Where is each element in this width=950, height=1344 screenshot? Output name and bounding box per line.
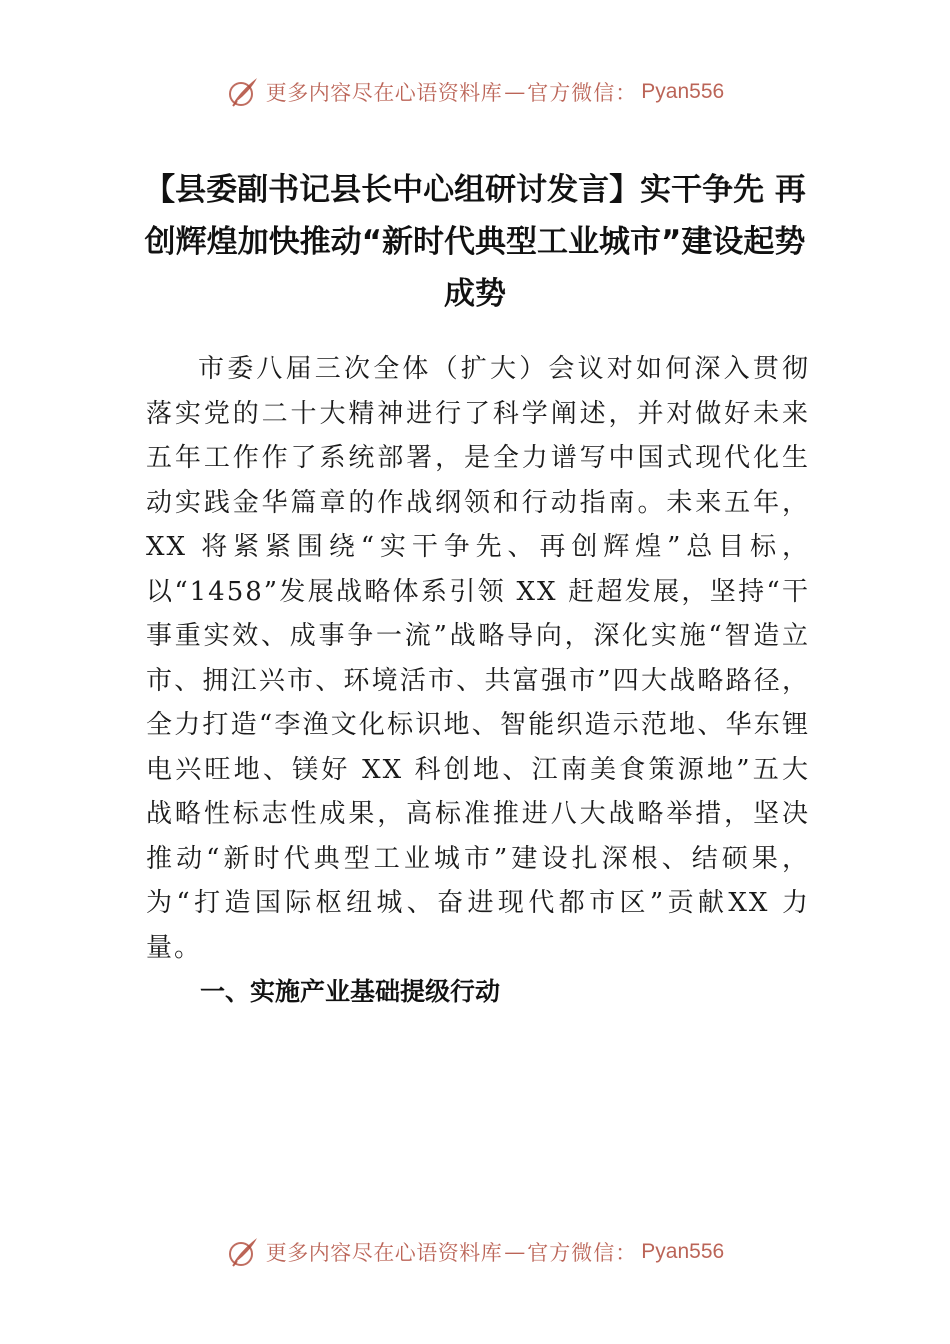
footer-watermark-banner <box>0 1232 950 1272</box>
quill-pen-logo-icon <box>226 1235 260 1269</box>
header-watermark-banner <box>0 72 950 112</box>
document-title: 【县委副书记县长中心组研讨发言】实干争先 再创辉煌加快推动“新时代典型工业城市”建设起势成势 <box>144 172 806 312</box>
section-heading: 一、实施产业基础提级行动 <box>200 977 501 1006</box>
body-paragraph: 市委八届三次全体（扩大）会议对如何深入贯彻落实党的二十大精神进行了科学阐述，并对做好未来五年工作作了系统部署，是全力谱写中国式现代化生动实践金华篇章的作战纲领和行动指南。未来五年，XX 将紧紧围绕“实干争先、再创辉煌”总目标，以“1458”发展战略体系引领 XX 赶超发展，坚持“干事重实效、成事争一流”战略导向，深化实施“智造立市、拥江兴市、环境活市、共富强市”四大战略路径，全力打造“李渔文化标识地、智能织造示范地、华东锂电兴旺地、镁好 XX 科创地、江南美食策源地”五大战略性标志性成果，高标准推进八大战略举措，坚决推动“新时代典型工业城市”建设扎深根、结硕果，为“打造国际枢纽城、奋进现代都市区”贡献XX 力量。 <box>146 354 810 963</box>
banner-wechat-label: 官方微信： <box>527 81 638 105</box>
banner-wechat-label: 官方微信： <box>527 1241 638 1265</box>
banner-wechat-id: Pyan556 <box>641 1240 725 1263</box>
quill-pen-logo-icon <box>226 75 260 109</box>
banner-text: 更多内容尽在心语资料库 <box>265 1241 503 1265</box>
banner-text: 更多内容尽在心语资料库 <box>265 81 503 105</box>
banner-wechat-id: Pyan556 <box>641 80 725 103</box>
banner-separator: — <box>504 80 526 104</box>
banner-separator: — <box>504 1240 526 1264</box>
